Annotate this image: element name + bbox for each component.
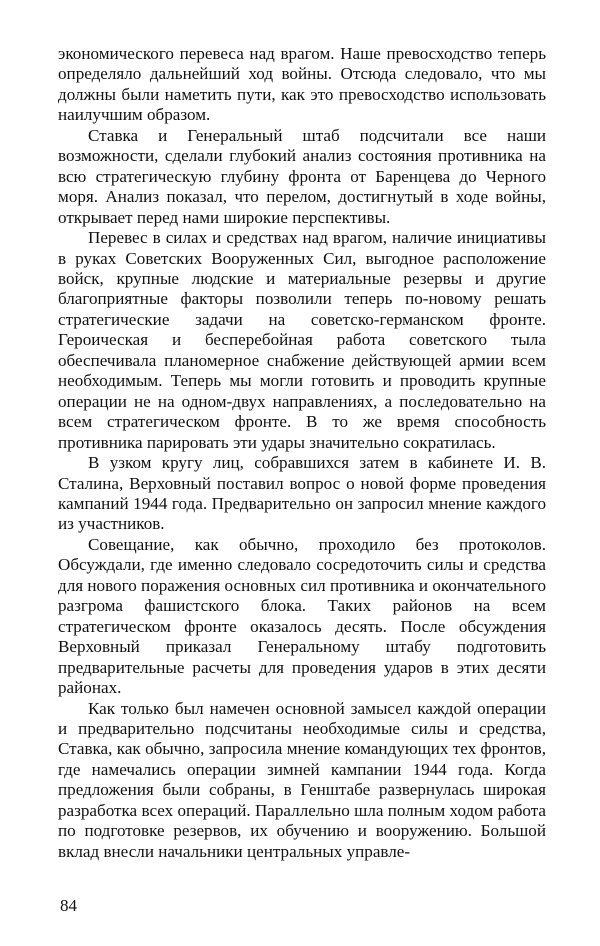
paragraph-3: Перевес в силах и средствах над врагом, наличие инициативы в руках Советских Вооруженных Сил, выгодное расположение войск, крупные людские и материальные резервы и другие благоприятные факторы позволили теперь по-новому решать стратегические задачи на советско-германском фронте. Героическая и бесперебойная работа советского тыла обеспечивала планомерное снабжение действующей армии всем необходимым. Теперь мы могли готовить и проводить крупные операции не на одном-двух направлениях, а последовательно на всем стратегическом фронте. В то же время способность противника парировать эти удары значительно сократилась. [58, 228, 546, 452]
paragraph-4: В узком кругу лиц, собравшихся затем в кабинете И. В. Сталина, Верховный поставил вопрос о новой форме проведения кампаний 1944 года. Предварительно он запросил мнение каждого из участников. [58, 453, 546, 534]
paragraph-2: Ставка и Генеральный штаб подсчитали все наши возможности, сделали глубокий анализ состояния противника на всю стратегическую глубину фронта от Баренцева до Черного моря. Анализ показал, что перелом, достигнутый в ходе войны, открывает перед нами широкие перспективы. [58, 125, 546, 227]
page-text [58, 44, 546, 862]
page-number: 84 [60, 896, 77, 915]
paragraph-1: экономического перевеса над врагом. Наше превосходство теперь определяло дальнейший ход войны. Отсюда следовало, что мы должны были наметить пути, как это превосходство использовать наилучшим образом. [58, 44, 546, 125]
paragraph-5: Совещание, как обычно, проходило без протоколов. Обсуждали, где именно следовало сосредоточить силы и средства для нового поражения основных сил противника и окончательного разгрома фашистского блока. Таких районов на всем стратегическом фронте оказалось десять. После обсуждения Верховный приказал Генеральному штабу подготовить предварительные расчеты для проведения ударов в этих десяти районах. [58, 534, 546, 698]
paragraph-6: Как только был намечен основной замысел каждой операции и предварительно подсчитаны необходимые силы и средства, Ставка, как обычно, запросила мнение командующих тех фронтов, где намечались операции зимней кампании 1944 года. Когда предложения были собраны, в Генштабе развернулась широкая разработка всех операций. Параллельно шла полным ходом работа по подготовке резервов, их обучению и вооружению. Большой вклад внесли начальники центральных управле- [58, 698, 546, 861]
